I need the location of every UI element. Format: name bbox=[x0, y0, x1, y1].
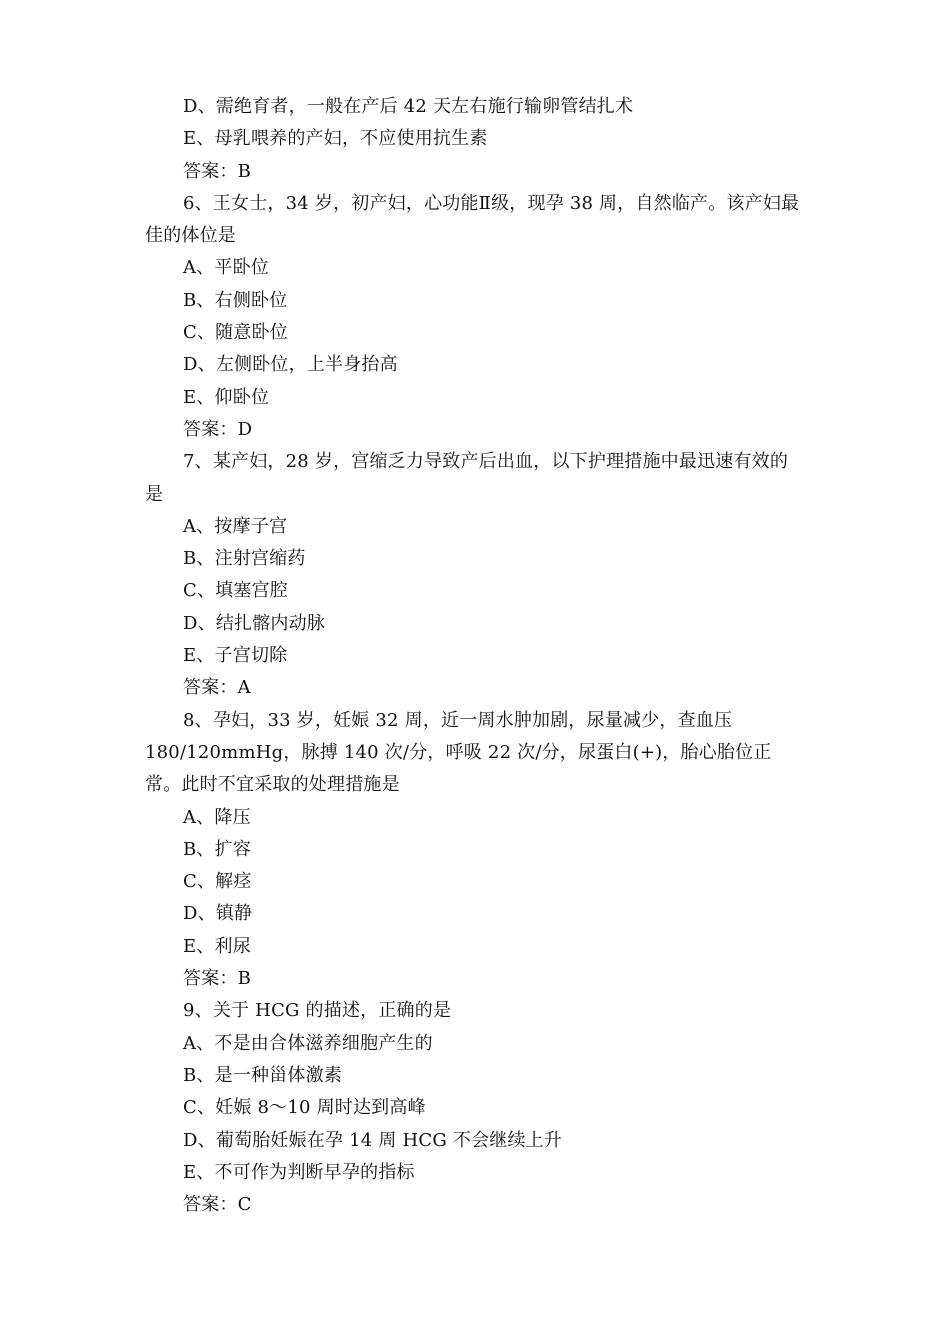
option-d: D、左侧卧位，上半身抬高 bbox=[183, 354, 398, 376]
option-d: D、葡萄胎妊娠在孕 14 周 HCG 不会继续上升 bbox=[183, 1129, 563, 1151]
option-c: C、解痉 bbox=[183, 871, 252, 893]
option-b: B、注射宫缩药 bbox=[183, 548, 306, 570]
question-stem: 7、某产妇，28 岁，宫缩乏力导致产后出血，以下护理措施中最迅速有效的是 bbox=[145, 451, 789, 505]
option-b: B、扩容 bbox=[183, 838, 252, 860]
question-list bbox=[145, 91, 810, 1221]
answer: 答案：A bbox=[183, 677, 251, 699]
question-stem: 8、孕妇，33 岁，妊娠 32 周，近一周水肿加剧，尿量减少，查血压 180/120mmHg，脉搏 140 次/分，呼吸 22 次/分，尿蛋白(+)，胎心胎位正常。此时不宜采取的处理措施是 bbox=[145, 709, 772, 796]
question-9 bbox=[145, 995, 810, 1221]
option-e: E、利尿 bbox=[183, 935, 251, 957]
option-a: A、按摩子宫 bbox=[183, 515, 288, 537]
option-c: C、填塞宫腔 bbox=[183, 580, 288, 602]
answer: 答案：C bbox=[183, 1194, 252, 1216]
option-d: D、结扎髂内动脉 bbox=[183, 612, 326, 634]
option-a: A、降压 bbox=[183, 806, 251, 828]
answer: 答案：B bbox=[183, 160, 252, 182]
question-stem: 9、关于 HCG 的描述，正确的是 bbox=[183, 1000, 452, 1022]
answer: 答案：B bbox=[183, 968, 252, 990]
question-7 bbox=[145, 446, 810, 704]
answer: 答案：D bbox=[183, 418, 253, 440]
option-b: B、是一种甾体激素 bbox=[183, 1064, 343, 1086]
question-8 bbox=[145, 705, 810, 996]
option-e: E、不可作为判断早孕的指标 bbox=[183, 1161, 415, 1183]
question-stem: 6、王女士，34 岁，初产妇，心功能Ⅱ级，现孕 38 周，自然临产。该产妇最佳的体位是 bbox=[145, 192, 800, 247]
option-d: D、镇静 bbox=[183, 903, 253, 925]
option-e: E、母乳喂养的产妇，不应使用抗生素 bbox=[183, 128, 488, 150]
option-e: E、子宫切除 bbox=[183, 645, 288, 667]
question-6 bbox=[145, 188, 810, 446]
option-b: B、右侧卧位 bbox=[183, 289, 288, 311]
question-5-tail bbox=[145, 91, 810, 188]
option-c: C、妊娠 8～10 周时达到高峰 bbox=[183, 1097, 426, 1119]
option-a: A、不是由合体滋养细胞产生的 bbox=[183, 1032, 433, 1054]
option-c: C、随意卧位 bbox=[183, 322, 288, 344]
option-a: A、平卧位 bbox=[183, 257, 269, 279]
option-d: D、需绝育者，一般在产后 42 天左右施行输卵管结扎术 bbox=[183, 96, 634, 117]
option-e: E、仰卧位 bbox=[183, 386, 270, 408]
